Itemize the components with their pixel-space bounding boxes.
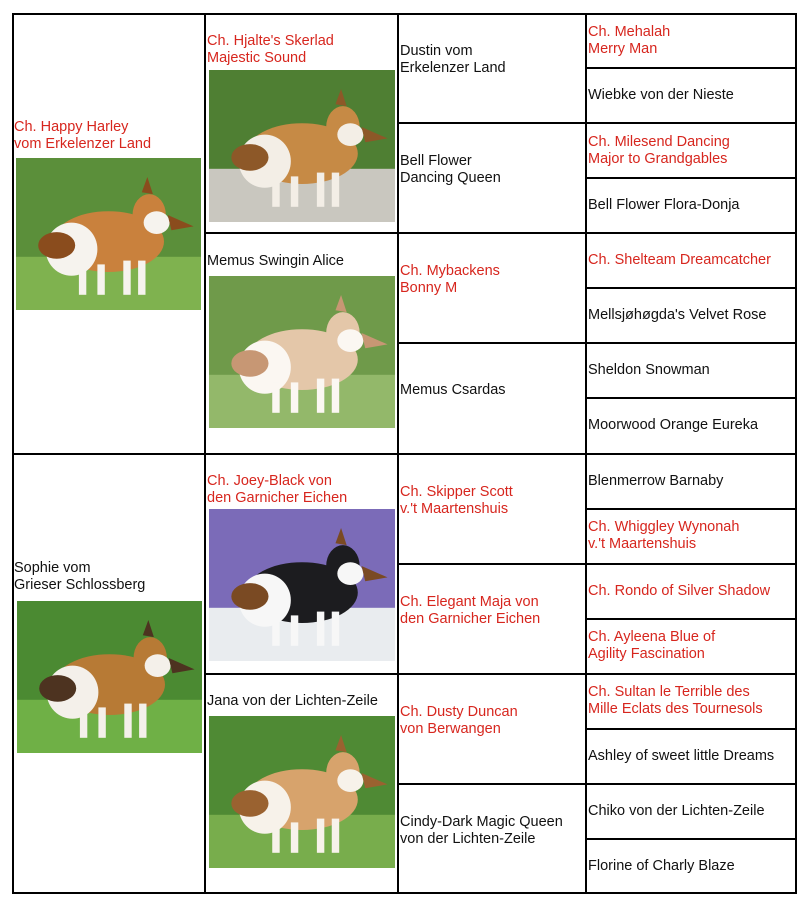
gen3-dog-name-7 (400, 814, 563, 848)
gen4-dog-name-1 (588, 87, 734, 104)
dog-name-line2: von der Lichten-Zeile (400, 830, 536, 847)
gen4-divider (586, 232, 797, 234)
gen4-divider (586, 67, 797, 69)
gen4-dog-name-4 (588, 252, 771, 269)
dog-name-line1: Cindy-Dark Magic Queen (400, 813, 563, 830)
gen4-dog-name-12 (588, 684, 763, 718)
gen3-divider (398, 563, 586, 565)
dog-name-line1: Sheldon Snowman (588, 362, 710, 379)
dog-name-line1: Ch. Milesend Dancing (588, 133, 730, 150)
gen4-divider (586, 563, 797, 565)
gen3-divider (398, 673, 586, 675)
gen4-dog-name-6 (588, 362, 710, 379)
dog-name-line1: Ch. Dusty Duncan (400, 703, 518, 720)
gen4-divider (586, 287, 797, 289)
dog-name-line2: von Berwangen (400, 720, 501, 737)
gen4-divider (586, 508, 797, 510)
dog-name-line2: Agility Fascination (588, 646, 705, 663)
dog-name-line1: Jana von der Lichten-Zeile (207, 693, 378, 709)
gen1-dog-name-1 (14, 560, 145, 594)
dog-name-line1: Blenmerrow Barnaby (588, 472, 724, 489)
gen3-dog-name-5 (400, 594, 540, 628)
gen3-divider (398, 783, 586, 785)
dog-name-line2: Merry Man (588, 40, 658, 57)
gen1-dog-name-0 (14, 119, 151, 153)
gen3-divider (398, 122, 586, 124)
gen4-dog-name-11 (588, 629, 715, 663)
pedigree-table (12, 13, 797, 894)
gen4-divider (586, 728, 797, 730)
dog-name-line1: Ch. Skipper Scott (400, 483, 513, 500)
dog-name-line1: Ch. Hjalte's Skerlad (207, 33, 334, 49)
dog-name-line1: Ch. Ayleena Blue of (588, 629, 716, 646)
dog-name-line1: Bell Flower Flora-Donja (588, 197, 740, 214)
gen4-divider (586, 838, 797, 840)
gen2-divider (205, 232, 398, 234)
dog-name-line2: v.'t Maartenshuis (588, 536, 697, 553)
dog-name-line2: Grieser Schlossberg (14, 577, 146, 593)
dog-name-line1: Moorwood Orange Eureka (588, 417, 759, 434)
gen4-divider (586, 397, 797, 399)
gen4-divider (586, 618, 797, 620)
gen4-dog-name-13 (588, 748, 774, 765)
dog-name-line1: Sophie vom (14, 560, 91, 576)
dog-name-line1: Memus Csardas (400, 381, 506, 398)
dog-name-line2: Major to Grandgables (588, 150, 728, 167)
table-border-top (12, 13, 797, 15)
dog-name-line1: Ch. Mehalah (588, 23, 671, 40)
gen1-dog-photo-1 (17, 601, 202, 753)
gen4-dog-name-5 (588, 307, 766, 324)
dog-name-line1: Ch. Whiggley Wynonah (588, 519, 740, 536)
gen3-dog-name-3 (400, 382, 506, 399)
gen2-dog-name-1 (207, 253, 344, 270)
gen3-dog-name-2 (400, 263, 500, 297)
gen4-divider (586, 342, 797, 344)
dog-name-line1: Ch. Sultan le Terrible des (588, 684, 750, 701)
gen3-dog-name-0 (400, 43, 506, 77)
gen2-divider (205, 673, 398, 675)
gen3-divider (398, 232, 586, 234)
gen4-divider (586, 177, 797, 179)
gen4-dog-name-7 (588, 417, 758, 434)
dog-name-line2: v.'t Maartenshuis (400, 500, 509, 517)
dog-name-line1: Mellsjøhøgda's Velvet Rose (588, 307, 767, 324)
dog-name-line1: Ch. Rondo of Silver Shadow (588, 582, 771, 599)
dog-name-line1: Dustin vom (400, 43, 473, 60)
gen4-dog-name-14 (588, 803, 765, 820)
dog-name-line2: Majestic Sound (207, 50, 307, 66)
gen2-dog-photo-3 (209, 716, 395, 868)
dog-name-line1: Ch. Mybackens (400, 263, 500, 280)
middle-divider (12, 453, 797, 455)
gen3-dog-name-4 (400, 484, 513, 518)
gen4-dog-name-15 (588, 858, 735, 875)
dog-name-line2: Erkelenzer Land (400, 60, 506, 77)
gen4-dog-name-9 (588, 519, 739, 553)
gen2-dog-name-0 (207, 33, 334, 67)
gen4-dog-name-8 (588, 473, 723, 490)
gen4-dog-name-2 (588, 134, 730, 168)
gen4-dog-name-0 (588, 24, 670, 58)
gen4-dog-name-3 (588, 197, 740, 214)
gen4-divider (586, 673, 797, 675)
gen2-dog-photo-0 (209, 70, 395, 222)
dog-name-line1: Ch. Elegant Maja von (400, 593, 539, 610)
dog-name-line1: Ch. Happy Harley (14, 119, 129, 135)
dog-name-line2: den Garnicher Eichen (400, 610, 541, 627)
dog-name-line2: Mille Eclats des Tournesols (588, 701, 763, 718)
gen3-dog-name-6 (400, 704, 518, 738)
dog-name-line1: Chiko von der Lichten-Zeile (588, 802, 765, 819)
gen4-divider (586, 783, 797, 785)
gen1-dog-photo-0 (16, 158, 201, 310)
gen2-dog-photo-1 (209, 276, 395, 428)
gen4-divider (586, 122, 797, 124)
table-border-bottom (12, 892, 797, 894)
dog-name-line1: Bell Flower (400, 153, 472, 170)
dog-name-line1: Ch. Joey-Black von (207, 473, 332, 489)
dog-name-line2: Bonny M (400, 280, 458, 297)
dog-name-line2: den Garnicher Eichen (207, 490, 348, 506)
gen3-divider (398, 342, 586, 344)
dog-name-line1: Ashley of sweet little Dreams (588, 747, 775, 764)
dog-name-line1: Memus Swingin Alice (207, 253, 344, 269)
gen4-dog-name-10 (588, 583, 770, 600)
dog-name-line1: Ch. Shelteam Dreamcatcher (588, 252, 771, 269)
dog-name-line1: Wiebke von der Nieste (588, 87, 734, 104)
gen2-dog-name-2 (207, 473, 347, 507)
dog-name-line2: Dancing Queen (400, 170, 501, 187)
gen2-dog-name-3 (207, 693, 378, 710)
gen3-dog-name-1 (400, 153, 501, 187)
dog-name-line1: Florine of Charly Blaze (588, 857, 735, 874)
gen2-dog-photo-2 (209, 509, 395, 661)
dog-name-line2: vom Erkelenzer Land (14, 136, 152, 152)
